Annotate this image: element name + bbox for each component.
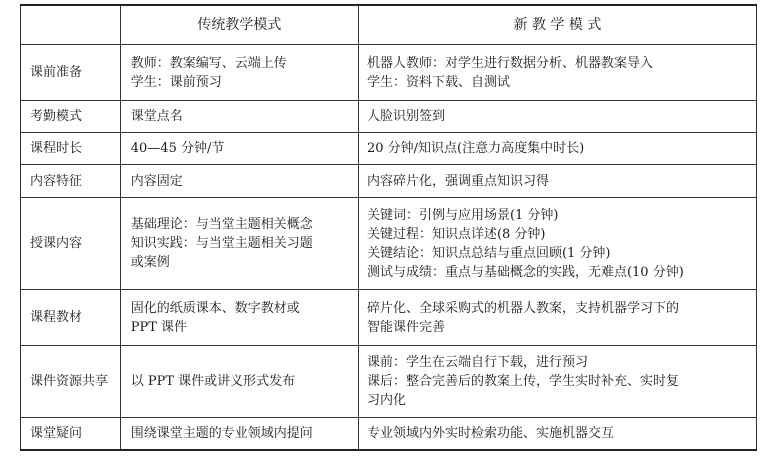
cell-line: 人脸识别签到 <box>366 109 445 124</box>
traditional-cell <box>120 198 358 290</box>
new-cell <box>358 45 756 101</box>
row-category: 课程时长 <box>21 133 121 165</box>
traditional-cell <box>120 133 358 165</box>
cell-line: 知识实践：与当堂主题相关习题 <box>130 236 313 251</box>
table-row <box>21 101 757 133</box>
table-row <box>21 165 757 198</box>
new-cell <box>358 290 756 346</box>
cell-line: 课后：整合完善后的教案上传，学生实时补充、实时复 <box>366 374 679 389</box>
header-row <box>21 5 757 45</box>
header-new-mode: 新 教 学 模 式 <box>358 5 756 45</box>
new-cell <box>358 133 756 165</box>
traditional-cell <box>120 101 358 133</box>
traditional-cell <box>120 346 358 418</box>
new-cell <box>358 165 756 198</box>
cell-line: 或案例 <box>130 255 170 270</box>
table-row <box>21 290 757 346</box>
row-category: 内容特征 <box>21 165 121 198</box>
cell-line: 关键词：引例与应用场景(1 分钟) <box>366 207 559 223</box>
table-row <box>21 198 757 290</box>
cell-line: 围绕课堂主题的专业领域内提问 <box>130 425 313 441</box>
cell-line: 教师：教案编写、云端上传 <box>130 55 287 71</box>
header-category <box>21 5 121 45</box>
cell-line: 学生：资料下载、自测试 <box>366 74 510 90</box>
new-cell <box>358 101 756 133</box>
cell-line: 机器人教师：对学生进行数据分析、机器教案导入 <box>366 55 653 71</box>
header-traditional-mode: 传统教学模式 <box>120 5 358 45</box>
table-row <box>21 346 757 418</box>
row-category: 授课内容 <box>21 198 121 290</box>
table-row <box>21 133 757 165</box>
table-row <box>21 418 757 450</box>
traditional-cell <box>120 418 358 450</box>
cell-line: 测试与成绩：重点与基础概念的实践，无难点(10 分钟) <box>366 264 684 280</box>
row-category: 课程教材 <box>21 290 121 346</box>
cell-line: 关键结论：知识点总结与重点回顾(1 分钟) <box>366 245 611 261</box>
cell-line: PPT 课件 <box>130 319 188 335</box>
traditional-cell <box>120 45 358 101</box>
cell-line: 关键过程：知识点详述(8 分钟) <box>366 226 546 242</box>
cell-line: 专业领域内外实时检索功能、实施机器交互 <box>366 425 614 441</box>
row-category: 课前准备 <box>21 45 121 101</box>
traditional-cell <box>120 290 358 346</box>
cell-line: 固化的纸质课本、数字教材或 <box>130 300 300 316</box>
cell-line: 课前：学生在云端自行下载，进行预习 <box>366 355 588 370</box>
new-cell <box>358 346 756 418</box>
cell-line: 学生：课前预习 <box>130 74 222 90</box>
table-row <box>21 45 757 101</box>
cell-line: 基础理论：与当堂主题相关概念 <box>130 217 313 232</box>
cell-line: 碎片化、全球采购式的机器人教案，支持机器学习下的 <box>366 300 679 316</box>
row-category: 考勤模式 <box>21 101 121 133</box>
new-cell <box>358 198 756 290</box>
comparison-table <box>20 4 757 451</box>
cell-line: 20 分钟/知识点(注意力高度集中时长) <box>366 141 585 156</box>
cell-line: 内容碎片化，强调重点知识习得 <box>366 173 549 189</box>
cell-line: 以 PPT 课件或讲义形式发布 <box>130 374 296 389</box>
row-category: 课件资源共享 <box>21 346 121 418</box>
cell-line: 智能课件完善 <box>366 319 445 335</box>
cell-line: 课堂点名 <box>130 109 183 124</box>
traditional-cell <box>120 165 358 198</box>
cell-line: 40—45 分钟/节 <box>130 141 225 156</box>
new-cell <box>358 418 756 450</box>
row-category: 课堂疑问 <box>21 418 121 450</box>
cell-line: 内容固定 <box>130 173 183 189</box>
cell-line: 习内化 <box>366 393 406 408</box>
